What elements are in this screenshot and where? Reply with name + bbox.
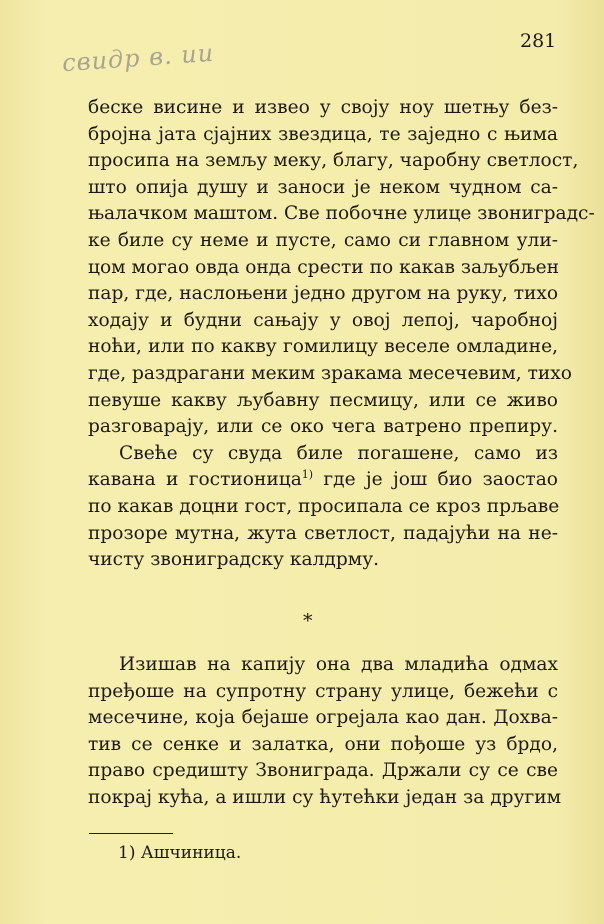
text-line: што опија душу и заноси је неком чудном са- — [88, 176, 558, 198]
text-line: Изишав на капију она два младића одмах — [119, 654, 558, 675]
text-line: пређоше на супротну страну улице, бежећи с — [88, 680, 558, 702]
paragraph-3 — [88, 652, 562, 812]
text-line: ходају и будни сањају у овој лепој, чаробној — [88, 309, 558, 331]
footnote-mark: 1) — [118, 843, 136, 863]
text-segment: кавана и гостионица — [88, 469, 302, 491]
footnote — [118, 843, 241, 863]
text-line: где, раздрагани меким зракама месечевим, тихо — [88, 362, 572, 384]
text-line: пар, где, наслоњени једно другом на руку, тихо — [88, 283, 559, 305]
footnote-divider — [89, 833, 173, 834]
text-line: бројна јата сјајних звездица, те заједно с њима — [88, 123, 558, 145]
text-line: просипа на земљу меку, благу, чаробну светлост, — [88, 150, 579, 172]
paragraph-1 — [88, 95, 595, 574]
text-line: право средишту Звониграда. Држали су се све — [88, 760, 558, 782]
footnote-text: Ашчиница. — [135, 843, 242, 863]
text-segment: где је још био заостао — [313, 469, 558, 491]
text-line: Свеће су свуда биле погашене, само из — [119, 442, 558, 464]
text-line: прозоре мутна, жута светлост, падајући на не- — [88, 522, 558, 544]
text-line: ке биле су неме и пусте, само си главном ули- — [88, 229, 558, 251]
text-line-with-footnote-mark — [88, 467, 558, 494]
footnote-reference[interactable]: 1) — [301, 468, 314, 482]
text-line: покрај кућа, а ишли су ћутећки један за другим — [88, 786, 562, 808]
text-line: разговарају, или се око чега ватрено препиру. — [88, 416, 558, 438]
text-line: месечине, која бејаше огрејала као дан. Дохва- — [88, 707, 558, 729]
text-line: њалачком маштом. Све побочне улице звониградс- — [88, 203, 595, 225]
text-line: певуше какву љубавну песмицу, или се живо — [88, 389, 558, 411]
text-line: цом могао овда онда срести по какав заљубљен — [88, 256, 559, 278]
section-break: * — [303, 610, 313, 632]
text-line: по какав доцни гост, просипала се кроз прљаве — [88, 495, 560, 517]
text-line: тив се сенке и залатка, они пођоше уз брдо, — [88, 733, 558, 755]
text-line: чисту звониградску калдрму. — [88, 549, 380, 571]
handwritten-note: свидр в. ии — [61, 38, 216, 78]
page-number: 281 — [520, 30, 557, 52]
text-line: ноћи, или по какву гомилицу веселе омладине, — [88, 336, 558, 358]
text-line: беске висине и извео у своју ноу шетњу без- — [88, 97, 558, 118]
